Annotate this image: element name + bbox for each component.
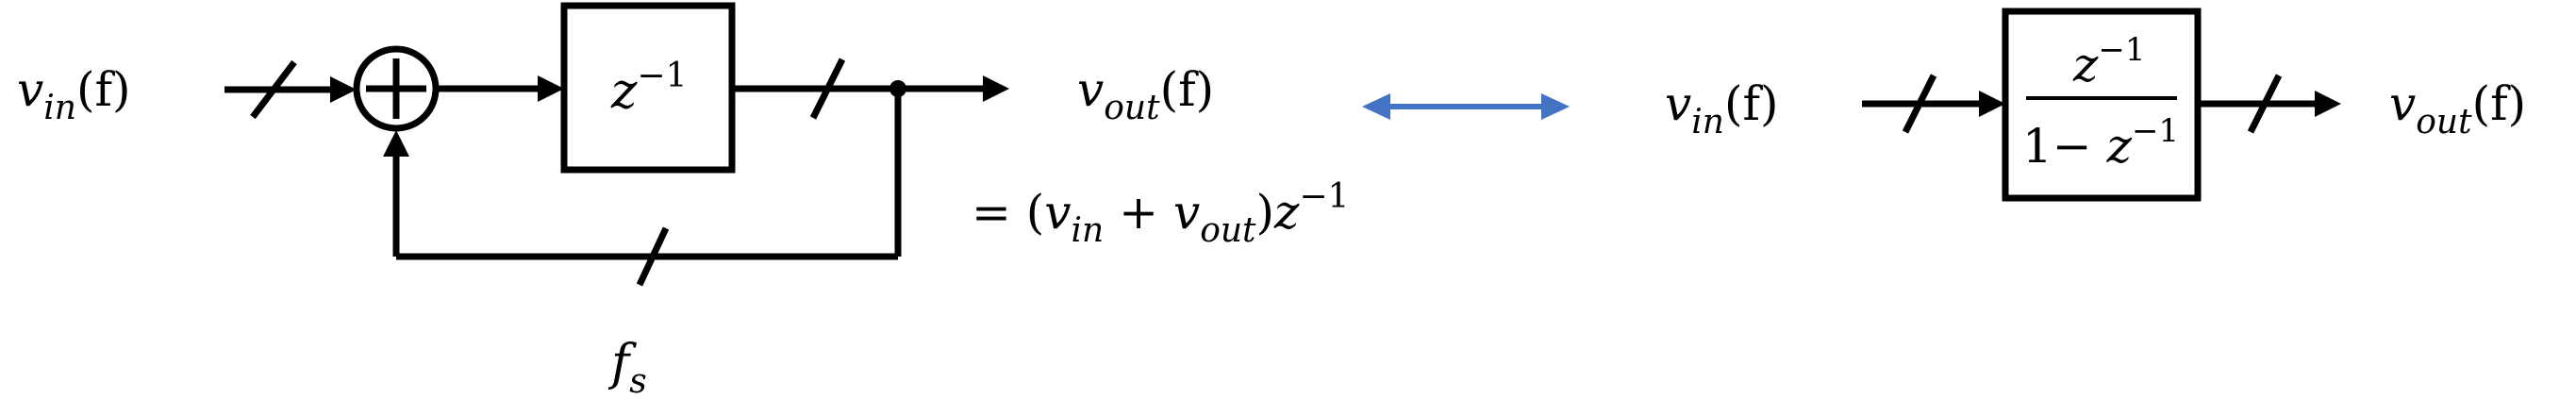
delay-input-arrowhead <box>538 75 564 102</box>
left-accumulator-diagram <box>17 6 1349 399</box>
input-arrowhead <box>330 76 357 103</box>
right-output-arrowhead <box>2315 91 2341 117</box>
feedback-arrowhead <box>383 130 409 157</box>
equivalence-arrow-right-head <box>1541 93 1570 120</box>
feedback-equation: = $(v_{in} + v_{out})z^{-1}$ <box>972 177 1350 250</box>
right-output-label: $v_{out}(f)$ <box>2389 76 2527 141</box>
double-headed-arrow-icon <box>1362 93 1570 120</box>
delay-block-label: $z^{-1}$ <box>611 57 688 120</box>
transfer-denominator: $1- z^{-1}$ <box>2022 112 2180 174</box>
right-transfer-function-diagram <box>1665 11 2526 198</box>
right-input-label: $v_{in}(f)$ <box>1665 76 1779 141</box>
left-input-label: $v_{in}(f)$ <box>17 62 131 127</box>
output-arrowhead <box>983 75 1009 102</box>
equivalence-arrow-left-head <box>1362 93 1390 120</box>
right-input-arrowhead <box>1979 91 2005 117</box>
transfer-numerator: $z^{-1}$ <box>2073 31 2146 92</box>
clock-label: $f_s$ <box>611 335 647 399</box>
left-output-label: $v_{out}(f)$ <box>1077 62 1215 127</box>
